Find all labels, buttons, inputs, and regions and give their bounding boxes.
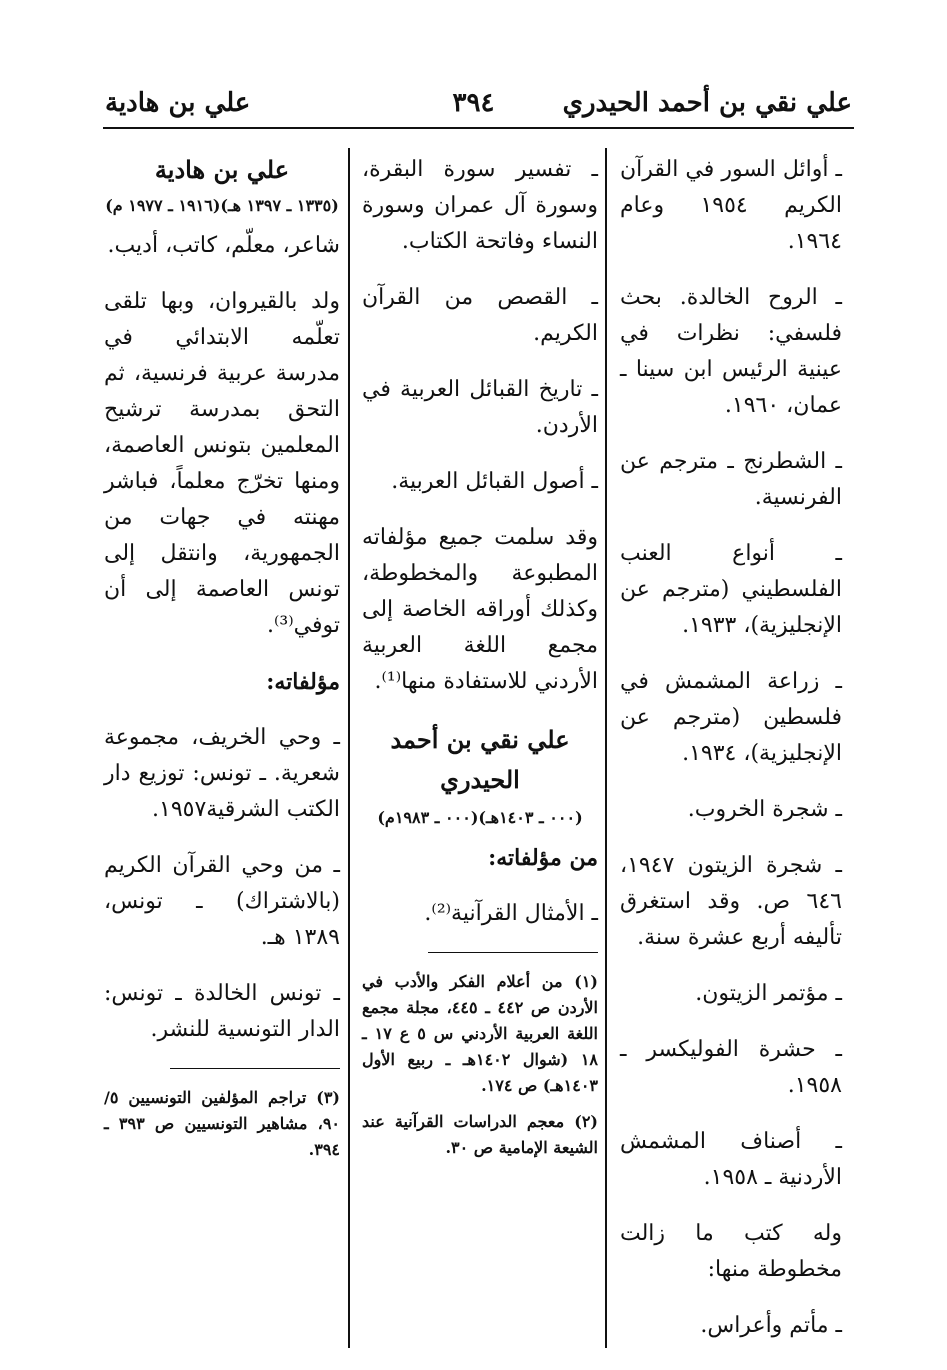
header-rule <box>103 127 854 129</box>
middle-column <box>362 152 598 1171</box>
right-column <box>620 152 842 1364</box>
work-item: ـ حشرة الفوليكسر ـ ١٩٥٨. <box>620 1037 842 1098</box>
body-paragraph: وقد سلمت جميع مؤلفاته المطبوعة والمخطوطة، وكذلك أوراقه الخاصة إلى مجمع اللغة العربية الأردني للاستفادة منها⁽¹⁾. <box>362 525 598 694</box>
column-divider-left <box>348 148 350 1348</box>
footnote: (٢) معجم الدراسات القرآنية عند الشيعة الإمامية ص ٣٠. <box>362 1112 598 1157</box>
column-divider-right <box>605 148 607 1348</box>
footnote: (١) من أعلام الفكر والأدب في الأردن ص ٤٤٢ ـ ٤٤٥، مجلة مجمع اللغة العربية الأردني س ٥ ع ١٧ ـ ١٨ (شوال ١٤٠٢هـ ـ ربيع الأول ١٤٠٣هـ) ص ١٧٤. <box>362 972 599 1095</box>
works-heading: من مؤلفاته: <box>488 845 598 871</box>
work-item: ـ القصص من القرآن الكريم. <box>362 285 598 346</box>
work-item: ـ أصول القبائل العربية. <box>391 469 598 494</box>
work-item: ـ تفسير سورة البقرة، وسورة آل عمران وسورة النساء وفاتحة الكتاب. <box>362 157 598 254</box>
work-item: ـ الأمثال القرآنية⁽²⁾. <box>424 901 598 926</box>
work-item: ـ شجرة الخروب. <box>687 797 842 822</box>
manuscripts-intro: وله كتب ما زالت مخطوطة منها: <box>620 1221 842 1282</box>
work-item: ـ أنواع العنب الفلسطيني (مترجم عن الإنجليزية)، ١٩٣٣. <box>620 541 842 638</box>
footnote: (٣) تراجم المؤلفين التونسيين ٥/ ٩٠، مشاهير التونسيين ص ٣٩٣ ـ ٣٩٤. <box>104 1088 341 1159</box>
body-paragraph: ولد بالقيروان، وبها تلقى تعلّمه الابتدائي في مدرسة عربية فرنسية، ثم التحق بمدرسة ترشيح المعلمين بتونس العاصمة، ومنها تخرّج معلماً، فباشر مهنته في جهات من الجمهورية، وانتقل إلى تونس العاصمة إلى أن توفي⁽³⁾. <box>104 289 340 638</box>
work-item: ـ مؤتمر الزيتون. <box>695 981 842 1006</box>
footnote-rule <box>428 952 598 953</box>
body-paragraph: شاعر، معلّم، كاتب، أديب. <box>107 233 340 258</box>
work-item: ـ شجرة الزيتون ١٩٤٧، ٦٤٦ ص. وقد استغرق تأليفه أربع عشرة سنة. <box>620 853 842 950</box>
work-item: ـ أصناف المشمش الأردنية ـ ١٩٥٨. <box>620 1129 842 1190</box>
work-item: ـ وحي الخريف، مجموعة شعرية. ـ تونس: توزيع دار الكتب الشرقية١٩٥٧. <box>104 725 340 822</box>
entry-title: علي بن هادية <box>154 155 290 184</box>
work-item: ـ تونس الخالدة ـ تونس: الدار التونسية للنشر. <box>104 981 340 1042</box>
work-item: ـ مأتم وأعراس. <box>700 1313 842 1338</box>
work-item: ـ من وحي القرآن الكريم (بالاشتراك) ـ تونس، ١٣٨٩ هـ. <box>104 853 340 950</box>
work-item: ـ تاريخ القبائل العربية في الأردن. <box>362 377 598 438</box>
running-header-right: علي نقي بن أحمد الحيدري <box>562 88 852 118</box>
work-item: ـ الشطرنج ـ مترجم عن الفرنسية. <box>620 449 842 510</box>
page-number: ٣٩٤ <box>452 88 495 118</box>
entry-dates: (١٣٣٥ ـ ١٣٩٧ هـ)(١٩١٦ ـ ١٩٧٧ م) <box>105 196 339 215</box>
running-header-left: علي بن هادية <box>105 88 251 118</box>
work-item: ـ زراعة المشمش في فلسطين (مترجم عن الإنجليزية)، ١٩٣٤. <box>620 669 842 766</box>
entry-title: علي نقي بن أحمد الحيدري <box>390 725 570 794</box>
work-item: ـ الروح الخالدة. بحث فلسفي: نظرات في عينية الرئيس ابن سينا ـ عمان، ١٩٦٠. <box>620 285 842 418</box>
left-column <box>104 152 340 1173</box>
entry-dates: (٠٠٠ ـ ١٤٠٣هـ)(٠٠٠ ـ ١٩٨٣م) <box>377 808 583 827</box>
footnote-rule <box>170 1068 340 1069</box>
works-heading: مؤلفاته: <box>266 669 340 695</box>
work-item: ـ أوائل السور في القرآن الكريم ١٩٥٤ وعام ١٩٦٤. <box>620 157 842 254</box>
